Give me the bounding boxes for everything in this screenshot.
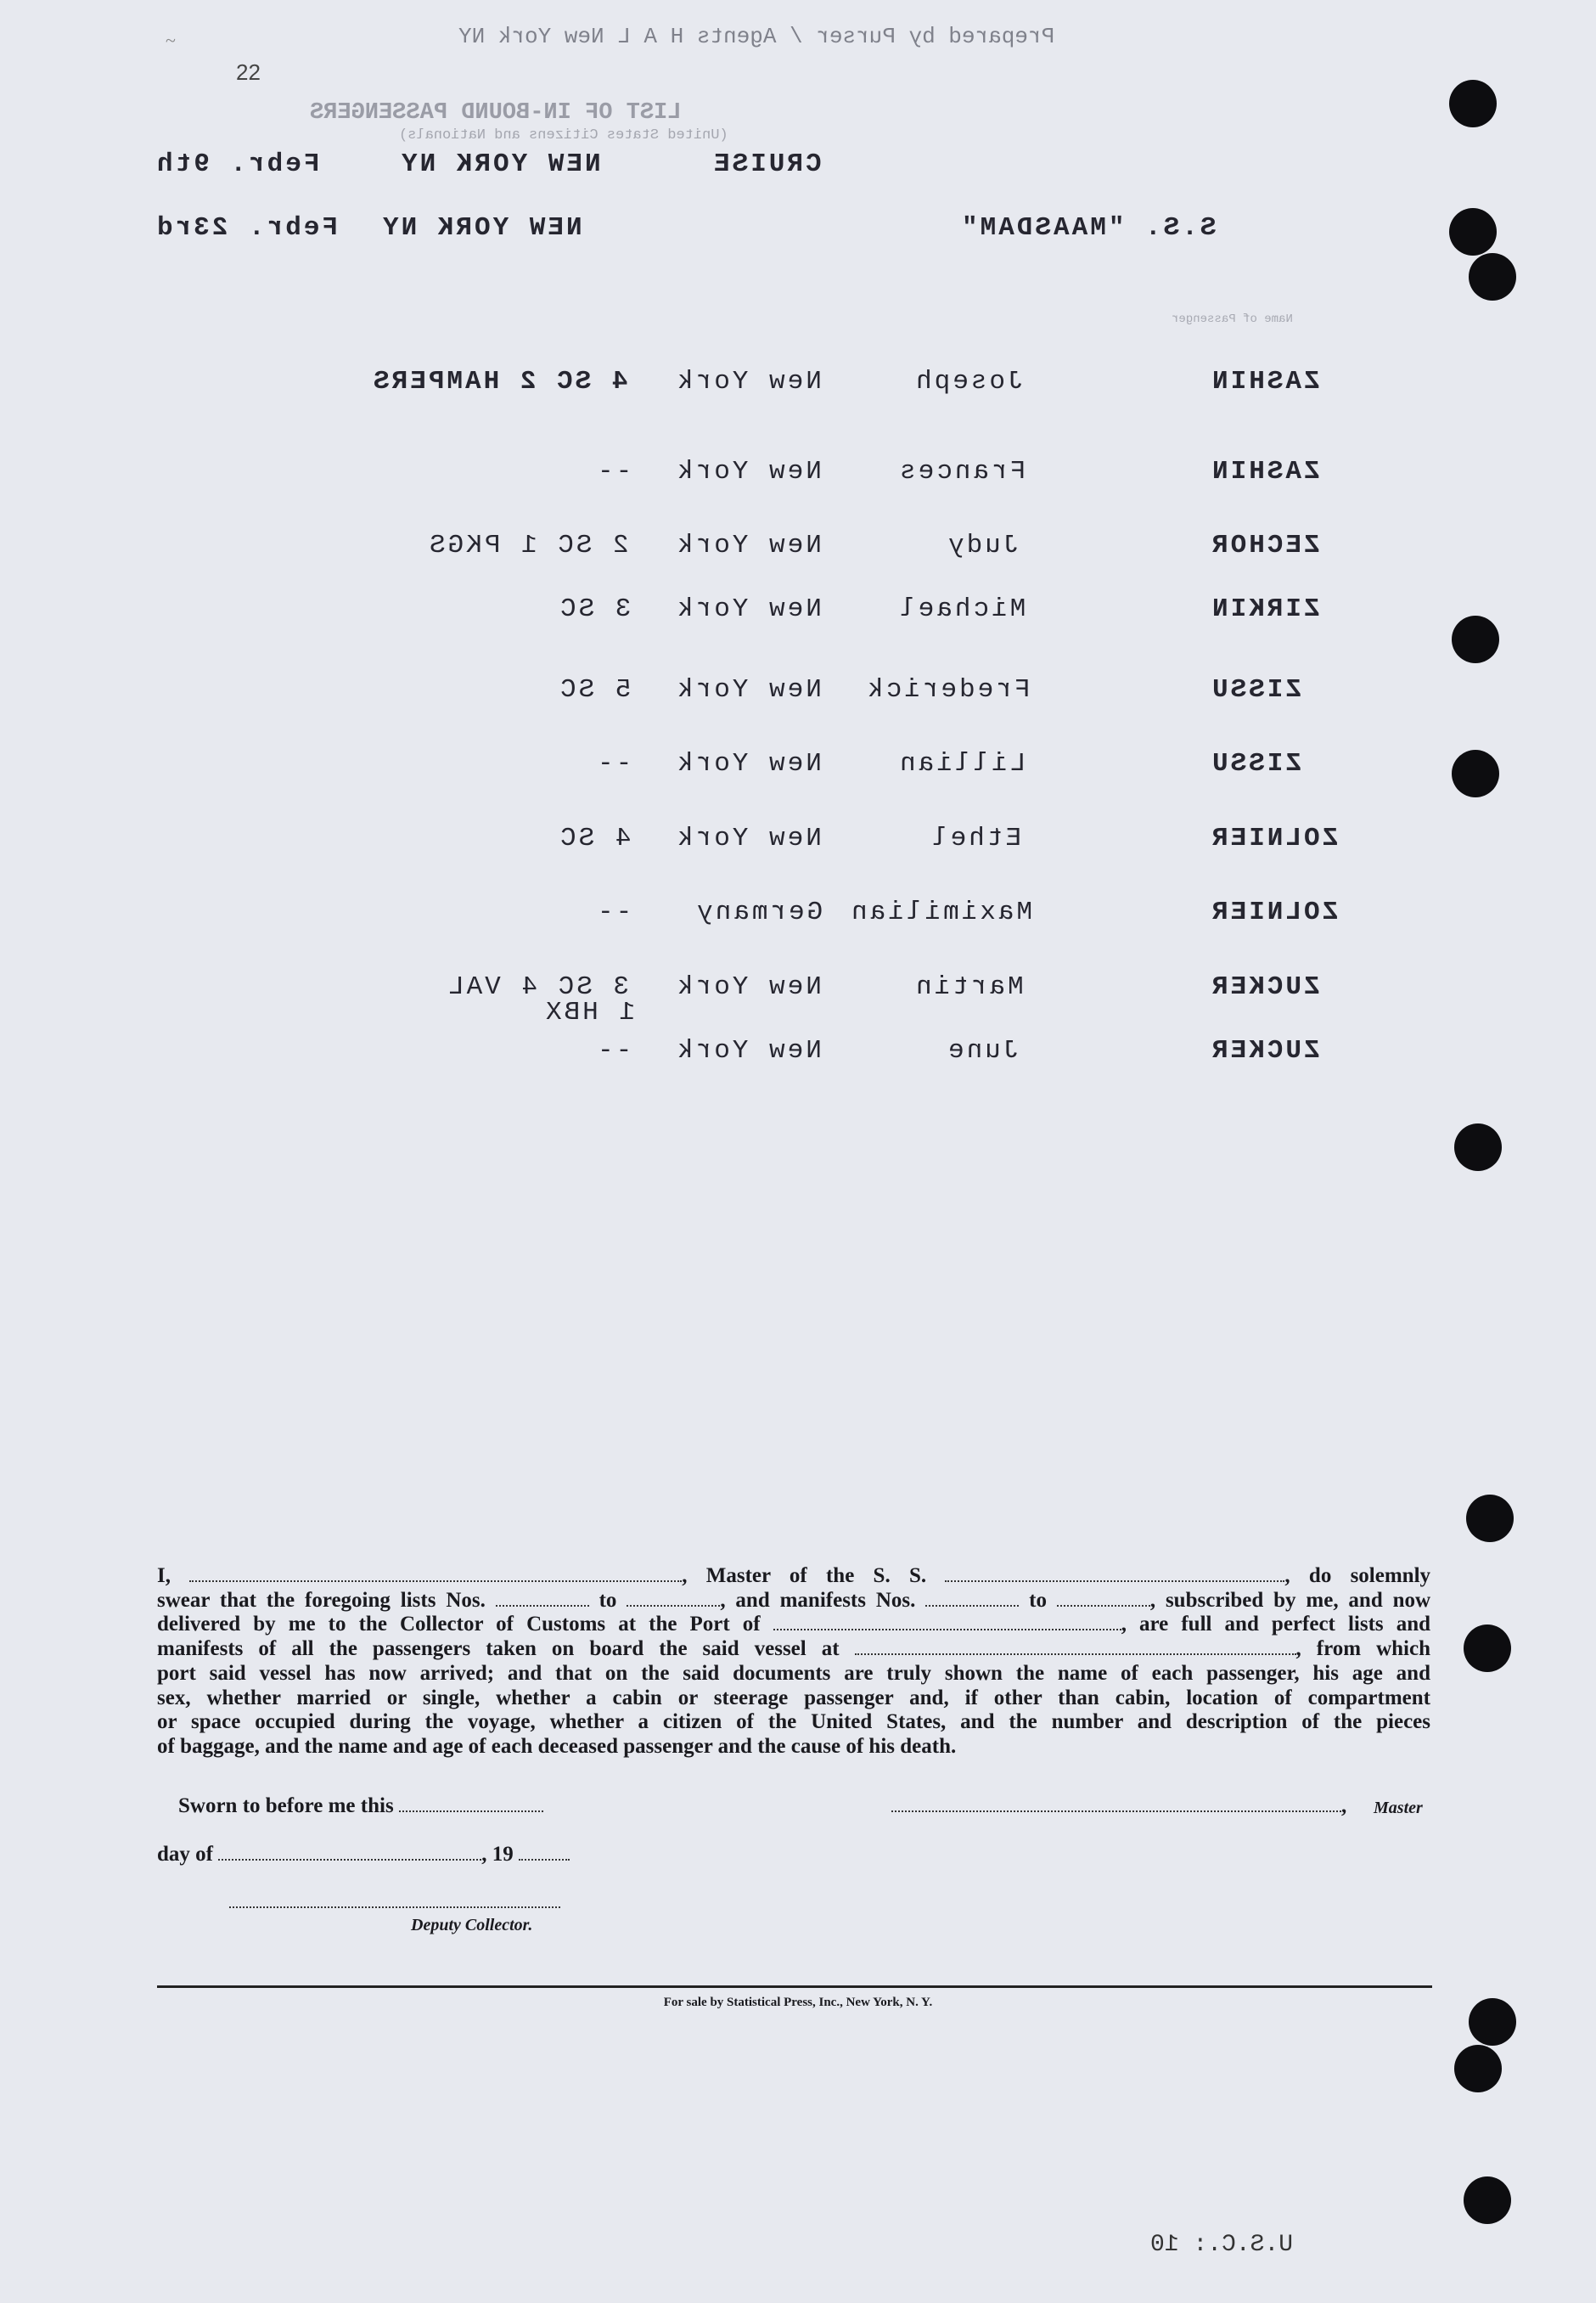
bleed-list-title: LIST OF IN-BOUND PASSENGERS	[310, 100, 682, 126]
bleed-top-line: Prepared by Purser / Agents H A L New York NY	[458, 24, 1055, 49]
passenger-surname: ZECHOR	[1210, 531, 1320, 560]
passenger-given-name: Lillian	[897, 749, 1026, 779]
oath-line-5: port said vessel has now arrived; and that on the said documents are truly shown the name of each passenger, his age and	[157, 1661, 1430, 1685]
oath-line-6: sex, whether married or single, whether a cabin or steerage passenger and, if other than cabin, location of compartment	[157, 1686, 1430, 1709]
passenger-residence: New York	[675, 1036, 822, 1066]
passenger-residence: New York	[675, 675, 822, 705]
oath-line-7: or space occupied during the voyage, whether a citizen of the United States, and the number and description of the pieces	[157, 1710, 1430, 1734]
printer-note: For sale by Statistical Press, Inc., New York, N. Y.	[663, 1996, 933, 2009]
punch-hole	[1452, 616, 1499, 663]
deputy-label: Deputy Collector.	[411, 1916, 533, 1934]
oath-block	[157, 1564, 1430, 1760]
passenger-surname: ZOLNIER	[1210, 824, 1339, 853]
passenger-surname: ZASHIN	[1210, 457, 1320, 487]
header-date-2: Febr. 23rd	[155, 213, 339, 243]
header-class: CRUISE	[711, 149, 822, 179]
bleed-list-subtitle: (United States Citizens and Nationals)	[399, 127, 728, 144]
passenger-given-name: Joseph	[913, 367, 1024, 397]
footer-rule	[157, 1985, 1432, 1988]
passenger-residence: New York	[675, 749, 822, 779]
passenger-given-name: Frederick	[865, 675, 1031, 705]
form-code: U.S.C.: 10	[1150, 2232, 1294, 2258]
oath-line-4: manifests of all the passengers taken on board the said vessel at , from which	[157, 1637, 1430, 1661]
punch-hole	[1449, 80, 1497, 127]
passenger-given-name: Ethel	[930, 824, 1022, 853]
passenger-surname: ZUCKER	[1210, 1036, 1320, 1066]
passenger-residence: New York	[675, 972, 822, 1002]
header-date-1: Febr. 9th	[155, 149, 320, 179]
punch-hole	[1466, 1495, 1514, 1542]
oath-line-3: delivered by me to the Collector of Customs at the Port of , are full and perfect lists and	[157, 1613, 1431, 1636]
passenger-residence: New York	[675, 457, 822, 487]
passenger-baggage: 3 SC	[558, 594, 632, 624]
passenger-given-name: Maximilian	[849, 898, 1033, 927]
passenger-baggage: --	[595, 749, 632, 779]
punch-hole	[1454, 2045, 1502, 2092]
deputy-signature-line	[229, 1890, 560, 1914]
passenger-residence: New York	[675, 594, 822, 624]
passenger-given-name: Frances	[897, 457, 1026, 487]
oath-line-8: of baggage, and the name and age of each deceased passenger and the cause of his death.	[157, 1734, 957, 1758]
passenger-given-name: Michael	[897, 594, 1026, 624]
punch-hole	[1452, 750, 1499, 797]
punch-hole	[1464, 2176, 1511, 2224]
passenger-residence: New York	[675, 367, 822, 397]
passenger-baggage: 4 SC	[558, 824, 632, 853]
passenger-surname: ZIRKIN	[1210, 594, 1320, 624]
master-label: Master	[1374, 1799, 1423, 1817]
passenger-baggage: 2 SC 1 PKGS	[427, 531, 629, 560]
oath-line-2: swear that the foregoing lists Nos. to , and manifests Nos. to , subscribed by me, and now	[157, 1588, 1431, 1612]
header-vessel: S.S. "MAASDAM"	[959, 213, 1217, 243]
passenger-baggage: 3 SC 4 VAL	[446, 972, 630, 1002]
master-signature-line: ,	[891, 1794, 1346, 1818]
passenger-residence: New York	[675, 531, 822, 560]
page-number: 22	[236, 59, 261, 85]
passenger-residence: New York	[675, 824, 822, 853]
sworn-line: Sworn to before me this	[178, 1794, 543, 1818]
passenger-given-name: Judy	[946, 531, 1020, 560]
punch-hole	[1464, 1624, 1511, 1672]
passenger-surname: ZOLNIER	[1210, 898, 1339, 927]
punch-hole	[1469, 1998, 1516, 2046]
punch-hole	[1469, 253, 1516, 301]
passenger-baggage: 5 SC	[558, 675, 632, 705]
day-of-line: day of , 19	[157, 1843, 570, 1867]
corner-mark: ~	[166, 30, 176, 51]
passenger-baggage: --	[595, 1036, 632, 1066]
passenger-baggage-extra: 1 HBX	[543, 998, 636, 1028]
passenger-given-name: June	[946, 1036, 1020, 1066]
passenger-surname: ZASHIN	[1210, 367, 1320, 397]
punch-hole	[1449, 208, 1497, 256]
passenger-residence: Germany	[694, 898, 823, 927]
punch-hole	[1454, 1123, 1502, 1171]
header-port-from: NEW YORK NY	[399, 149, 601, 179]
header-port-arrival: NEW YORK NY	[380, 213, 582, 243]
col-header-name: Name of Passenger	[1172, 313, 1293, 326]
passenger-surname: ZUCKER	[1210, 972, 1320, 1002]
passenger-baggage: --	[595, 457, 632, 487]
passenger-baggage: --	[595, 898, 632, 927]
oath-line-1: I, , Master of the S. S. , do solemnly	[157, 1564, 1431, 1587]
passenger-given-name: Martin	[913, 972, 1024, 1002]
passenger-surname: ZISSU	[1210, 749, 1302, 779]
passenger-baggage: 4 SC 2 HAMPERS	[371, 367, 628, 397]
passenger-surname: ZISSU	[1210, 675, 1302, 705]
